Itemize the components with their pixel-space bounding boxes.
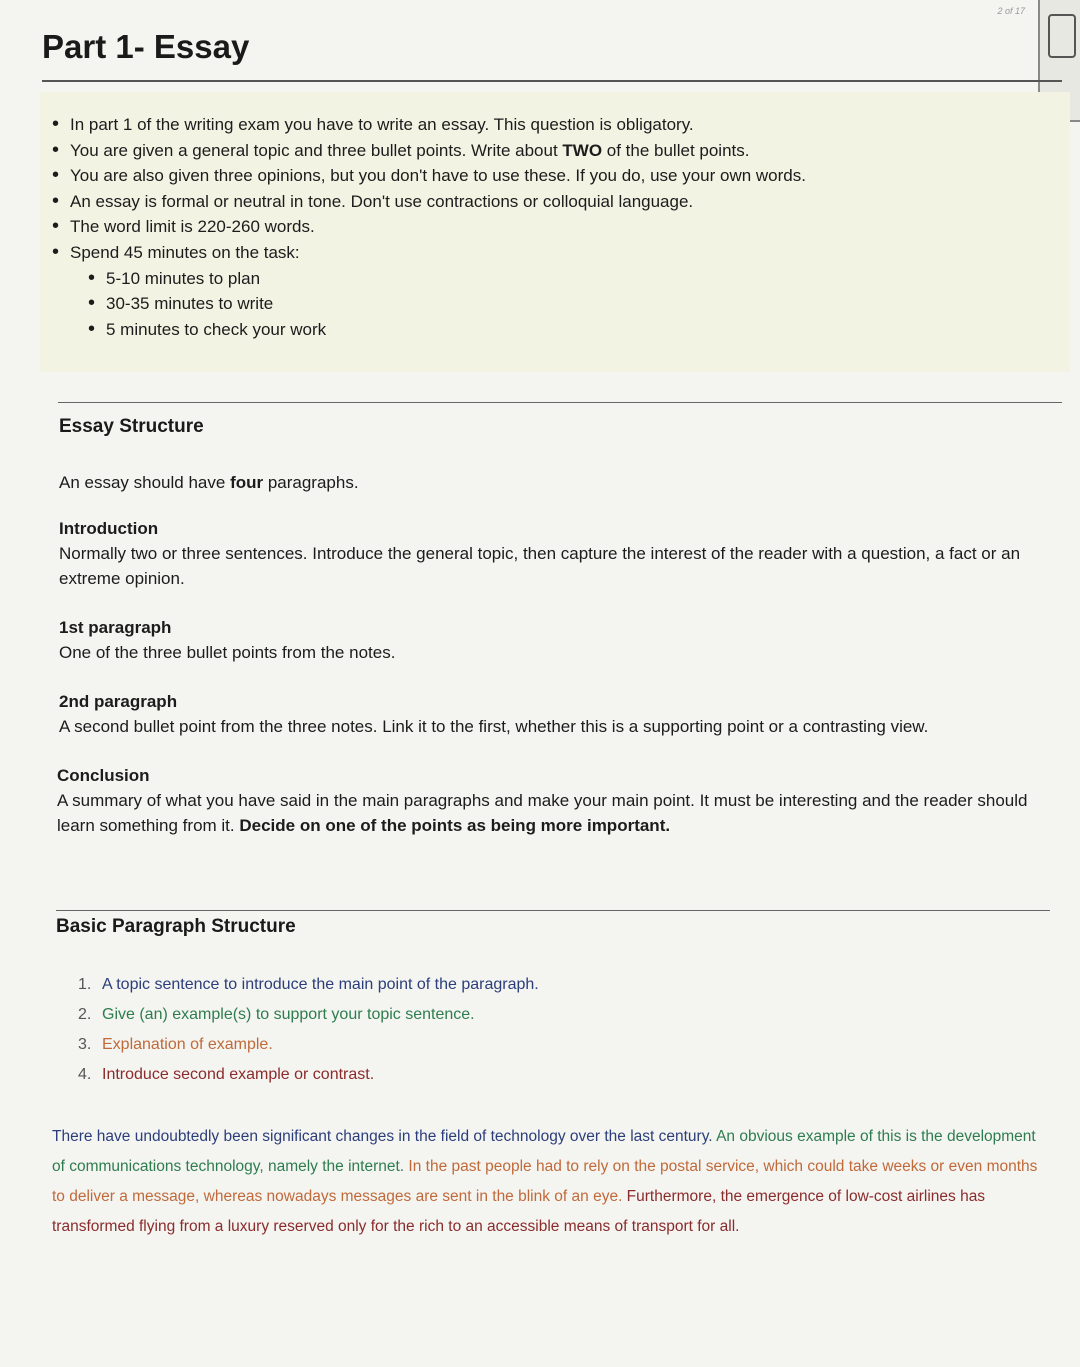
second-paragraph-text: A second bullet point from the three notes. Link it to the first, whether this is a supporting point or a contrasting view. (59, 717, 929, 736)
sample-paragraph (52, 1122, 1042, 1242)
conclusion-heading: Conclusion (57, 766, 150, 785)
bullet-item: • In part 1 of the writing exam you have to write an essay. This question is obligatory. (50, 112, 806, 138)
introduction-text: Normally two or three sentences. Introduce the general topic, then capture the interest of the reader with a question, a fact or an extreme opinion. (59, 544, 1021, 588)
introduction-section (59, 516, 1049, 591)
section-divider (58, 402, 1062, 403)
sample-example: An obvious example of this is the development of communications technology, namely the internet. (52, 1128, 1036, 1175)
conclusion-text: A summary of what you have said in the main paragraphs and make your main point. It must be interesting and the reader should learn something from it. (57, 791, 1028, 835)
sample-second-example: Furthermore, the emergence of low-cost airlines has transformed flying from a luxury reserved only for the rich to an accessible means of transport for all. (52, 1188, 986, 1235)
bullet-item: • An essay is formal or neutral in tone. Don't use contractions or colloquial language. (50, 189, 806, 215)
time-item: • 5 minutes to check your work (86, 317, 806, 343)
step-item: 2. Give (an) example(s) to support your topic sentence. (78, 1006, 475, 1023)
bullet-item: • You are given a general topic and three bullet points. Write about TWO of the bullet points. (50, 138, 806, 164)
sample-topic-sentence: There have undoubtedly been significant changes in the field of technology over the last century. (52, 1128, 713, 1145)
time-item: • 30-35 minutes to write (86, 291, 806, 317)
time-breakdown-list (70, 266, 806, 343)
sample-explanation: In the past people had to rely on the postal service, which could take weeks or even months to deliver a message, whereas nowadays messages are sent in the blink of an eye. (52, 1158, 1038, 1205)
paragraph-steps-list (78, 970, 539, 1090)
first-paragraph-section (59, 615, 1049, 665)
first-paragraph-text: One of the three bullet points from the notes. (59, 643, 396, 662)
second-paragraph-section (59, 689, 1049, 739)
step-item: 3. Explanation of example. (78, 1036, 273, 1053)
conclusion-section (57, 763, 1049, 838)
essay-structure-lead: An essay should have four paragraphs. (59, 473, 359, 492)
bullet-item: • The word limit is 220-260 words. (50, 214, 806, 240)
first-paragraph-heading: 1st paragraph (59, 618, 172, 637)
conclusion-emphasis: Decide on one of the points as being more important. (239, 816, 671, 835)
page-number: 2 of 17 (997, 6, 1025, 16)
step-item: 1. A topic sentence to introduce the main point of the paragraph. (78, 976, 539, 993)
introduction-heading: Introduction (59, 519, 159, 538)
paragraph-structure-heading: Basic Paragraph Structure (56, 916, 296, 937)
step-item: 4. Introduce second example or contrast. (78, 1066, 375, 1083)
page-title: Part 1- Essay (42, 28, 250, 65)
time-item: • 5-10 minutes to plan (86, 266, 806, 292)
bullet-item: • Spend 45 minutes on the task: • 5-10 minutes to plan • 30-35 minutes to write • 5 minutes to check your work (50, 240, 806, 342)
essay-structure-heading: Essay Structure (59, 416, 204, 437)
bullet-item: • You are also given three opinions, but you don't have to use these. If you do, use your own words. (50, 163, 806, 189)
title-divider (42, 80, 1062, 82)
intro-bullet-list (50, 112, 806, 342)
second-paragraph-heading: 2nd paragraph (59, 692, 178, 711)
section-divider (56, 910, 1050, 911)
